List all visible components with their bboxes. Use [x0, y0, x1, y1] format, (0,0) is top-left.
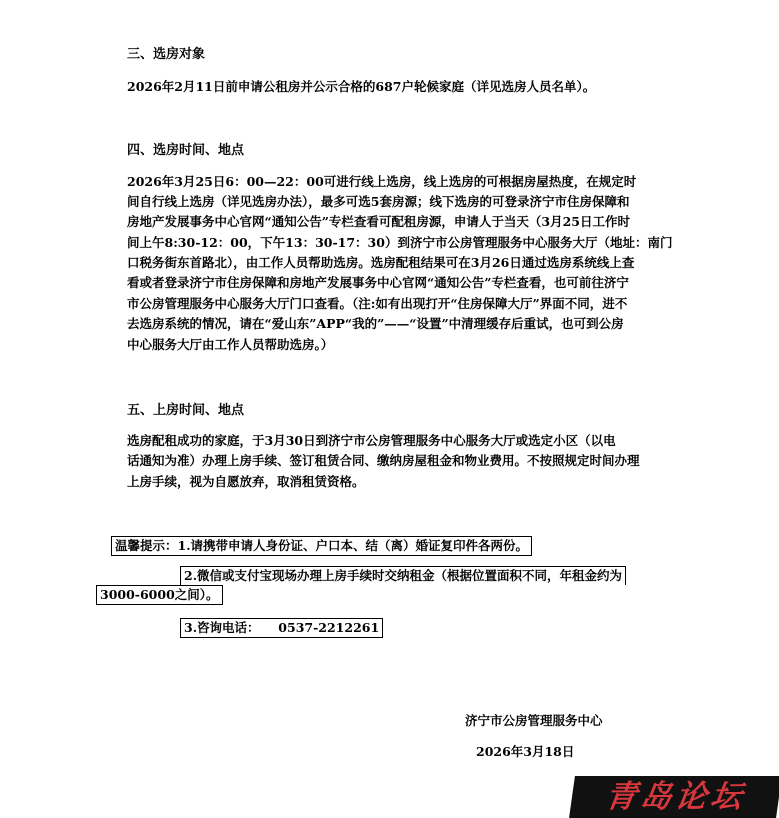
section-4-line: 看或者登录济宁市住房保障和房地产发展事务中心官网“通知公告”专栏查看，也可前往济宁	[127, 275, 629, 290]
section-3-heading: 三、选房对象	[127, 47, 206, 62]
forum-watermark-logo: 青岛论坛	[569, 776, 779, 818]
section-4-line: 2026年3月25日6：00—22：00可进行线上选房，线上选房的可根据房屋热度，在规定时	[127, 174, 637, 189]
issue-date: 2026年3月18日	[476, 744, 575, 759]
section-4-line: 口税务街东首路北），由工作人员帮助选房。选房配租结果可在3月26日通过选房系统线上查	[127, 255, 635, 270]
section-5-line: 上房手续，视为自愿放弃，取消租赁资格。	[127, 474, 365, 489]
section-4-line: 间自行线上选房（详见选房办法），最多可选5套房源；线下选房的可登录济宁市住房保障和	[127, 194, 630, 209]
section-4-line: 市公房管理服务中心服务大厅门口查看。（注:如有出现打开“住房保障大厅”界面不同，进不	[127, 296, 628, 311]
tip-3-box: 3.咨询电话： 0537-2212261	[180, 618, 383, 638]
issuing-organization: 济宁市公房管理服务中心	[465, 713, 603, 728]
section-4-line: 中心服务大厅由工作人员帮助选房。）	[127, 337, 334, 352]
section-5-line: 选房配租成功的家庭，于3月30日到济宁市公房管理服务中心服务大厅或选定小区（以电	[127, 433, 616, 448]
tip-2-box-line1: 2.微信或支付宝现场办理上房手续时交纳租金（根据位置面积不同，年租金约为	[180, 566, 626, 585]
tip-2-box-line2: 3000-6000之间）。	[96, 585, 223, 605]
section-4-line: 去选房系统的情况，请在“爱山东”APP“我的”——“设置”中清理缓存后重试，也可到公房	[127, 316, 624, 331]
section-4-heading: 四、选房时间、地点	[127, 143, 245, 158]
section-5-heading: 五、上房时间、地点	[127, 403, 245, 418]
section-4-line: 房地产发展事务中心官网“通知公告”专栏查看可配租房源，申请人于当天（3月25日工作时	[127, 214, 630, 229]
section-5-line: 话通知为准）办理上房手续、签订租赁合同、缴纳房屋租金和物业费用。不按照规定时间办理	[127, 453, 640, 468]
section-4-line: 间上午8:30-12：00，下午13：30-17：30）到济宁市公房管理服务中心服务大厅（地址：南门	[127, 235, 673, 250]
section-3-text: 2026年2月11日前申请公租房并公示合格的687户轮候家庭（详见选房人员名单）。	[127, 79, 596, 94]
tip-1-box: 温馨提示：1.请携带申请人身份证、户口本、结（离）婚证复印件各两份。	[111, 536, 532, 556]
